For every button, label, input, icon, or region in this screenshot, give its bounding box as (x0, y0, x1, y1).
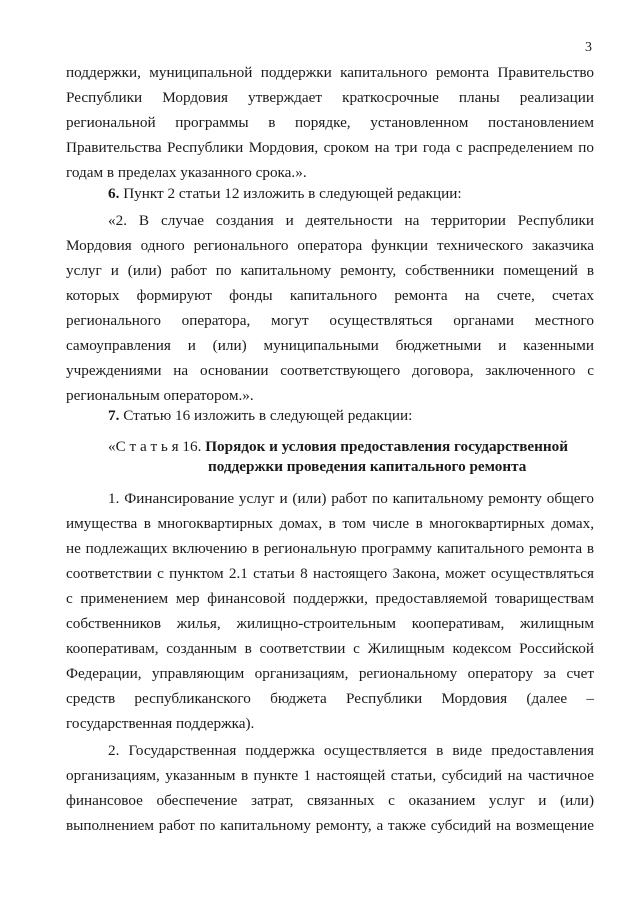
text-line: Республики Мордовия утверждает краткосрочные планы реализации (66, 89, 594, 106)
article-title-line-2: поддержки проведения капитального ремонта (208, 458, 527, 475)
paragraph-1 (66, 486, 594, 736)
text-line: имущества в многоквартирных домах, в том числе в многоквартирных домах, (66, 515, 594, 532)
text-line: Правительства Республики Мордовия, сроком на три года с распределением по (66, 139, 594, 156)
text-line: самоуправления и (или) муниципальными бюджетными и казенными (66, 337, 594, 354)
text-line: государственная поддержка). (66, 715, 255, 732)
text-line: с применением мер финансовой поддержки, предоставляемой товариществам (66, 590, 594, 607)
text-line: 1. Финансирование услуг и (или) работ по капитальному ремонту общего (108, 490, 594, 507)
text-line: соответствии с пунктом 2.1 статьи 8 настоящего Закона, может осуществляться (66, 565, 594, 582)
paragraph-quote-2 (66, 208, 594, 408)
text-line: которых формируют фонды капитального ремонта на счете, счетах (66, 287, 594, 304)
article-title-line-1: Порядок и условия предоставления государственной (205, 438, 569, 455)
text-line: поддержки, муниципальной поддержки капитального ремонта Правительство (66, 64, 594, 81)
text-line: «2. В случае создания и деятельности на территории Республики (108, 212, 594, 229)
article-heading (108, 437, 608, 477)
item-text: Статью 16 изложить в следующей редакции: (119, 407, 413, 424)
text-line: организациям, указанным в пункте 1 настоящей статьи, субсидий на частичное (66, 767, 594, 784)
page-number: 3 (585, 40, 592, 55)
text-line: Федерации, управляющим организациям, региональному оператору за счет (66, 665, 594, 682)
text-line: не подлежащих включению в региональную программу капитального ремонта в (66, 540, 594, 557)
text-line: средств республиканского бюджета Республики Мордовия (далее – (66, 690, 594, 707)
text-line: финансовое обеспечение затрат, связанных с оказанием услуг и (или) (66, 792, 594, 809)
item-number: 7. (108, 407, 120, 424)
text-line: Мордовия одного регионального оператора функции технического заказчика (66, 237, 594, 254)
item-text: Пункт 2 статьи 12 изложить в следующей редакции: (119, 185, 462, 202)
text-line: учреждениями на основании соответствующего договора, заключенного с (66, 362, 594, 379)
article-prefix: «С т а т ь я 16. (108, 438, 202, 455)
text-line: услуг и (или) работ по капитальному ремонту, собственники помещений в (66, 262, 594, 279)
text-line: регионального оператора, могут осуществляться органами местного (66, 312, 594, 329)
text-line: собственников жилья, жилищно-строительным кооперативам, жилищным (66, 615, 594, 632)
text-line: региональным оператором.». (66, 387, 254, 404)
item-number: 6. (108, 185, 120, 202)
paragraph-continuation (66, 60, 594, 185)
text-line: региональной программы в порядке, установленном постановлением (66, 114, 594, 131)
text-line: кооперативам, созданным в соответствии с Жилищным кодексом Российской (66, 640, 594, 657)
text-line: годам в пределах указанного срока.». (66, 164, 307, 181)
text-line: выполнением работ по капитальному ремонту, а также субсидий на возмещение (66, 817, 594, 834)
text-line: 2. Государственная поддержка осуществляется в виде предоставления (108, 742, 594, 759)
paragraph-2 (66, 738, 594, 838)
item-7 (66, 403, 594, 428)
item-6 (66, 181, 594, 206)
